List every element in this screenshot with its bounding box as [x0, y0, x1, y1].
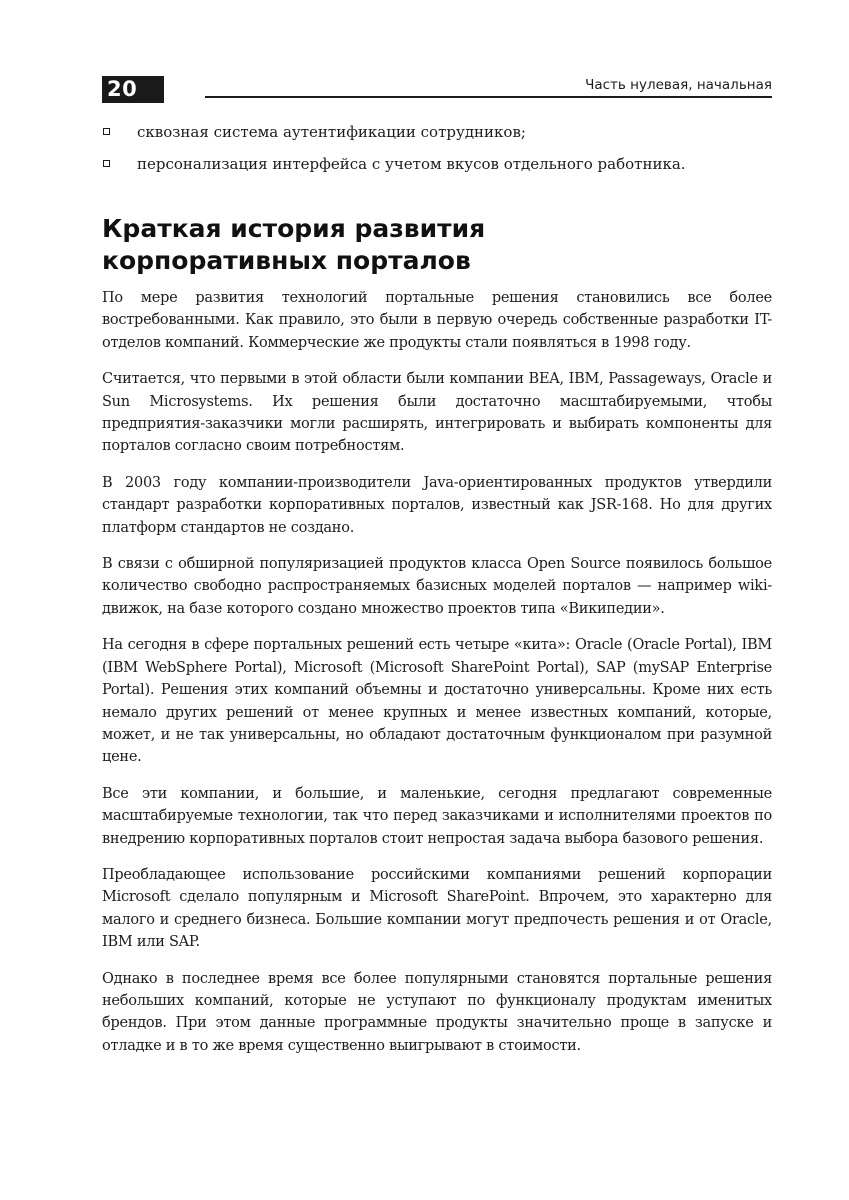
paragraph: Все эти компании, и большие, и маленькие, сегодня предлагают современные масштабируемые технологии, так что перед заказчиками и исполнителями проектов по внедрению корпоративных порталов стоит непростая задача выбора базового решения.	[102, 785, 772, 847]
list-item-text: сквозная система аутентификации сотрудников;	[137, 123, 526, 141]
paragraph: На сегодня в сфере портальных решений есть четыре «кита»: Oracle (Oracle Portal), IBM (IBM WebSphere Portal), Microsoft (Microsoft SharePoint Portal), SAP (mySAP Enterprise Portal). Решения этих компаний объемны и достаточно универсальны. Кроме них есть немало других решений от менее крупных и менее известных компаний, которые, может, и не так универсальны, но обладают достаточным функционалом при разумной цене.	[102, 637, 772, 766]
body-text	[102, 287, 772, 1071]
square-bullet-icon	[103, 128, 110, 135]
paragraph: В связи с обширной популяризацией продуктов класса Open Source появилось большое количество свободно распространяемых базисных моделей порталов — например wiki-движок, на базе которого создано множество проектов типа «Википедии».	[102, 556, 772, 617]
section-title-line-1: Краткая история развития	[102, 214, 486, 243]
bullet-list	[102, 122, 772, 186]
paragraph: Однако в последнее время все более популярными становятся портальные решения небольших компаний, которые не уступают по функционалу продуктам именитых брендов. При этом данные программные продукты значительно проще в запуске и отладке и в то же время существенно выигрывают в стоимости.	[102, 970, 772, 1054]
square-bullet-icon	[103, 160, 110, 167]
section-title	[102, 213, 772, 277]
paragraph: Считается, что первыми в этой области были компании BEA, IBM, Passageways, Oracle и Sun Microsystems. Их решения были достаточно масштабируемыми, чтобы предприятия-заказчики могли расширять, интегрировать и выбирать компоненты для порталов согласно своим потребностям.	[102, 371, 772, 455]
section-title-line-2: корпоративных порталов	[102, 246, 471, 275]
running-title: Часть нулевая, начальная	[585, 77, 772, 93]
paragraph: В 2003 году компании-производители Java-ориентированных продуктов утвердили стандарт разработки корпоративных порталов, известный как JSR-168. Но для других платформ стандартов не создано.	[102, 474, 772, 536]
list-item	[102, 154, 772, 186]
list-item	[102, 122, 772, 154]
list-item-text: персонализация интерфейса с учетом вкусов отдельного работника.	[137, 155, 686, 173]
page-header	[102, 76, 772, 106]
paragraph: По мере развития технологий портальные решения становились все более востребованными. Как правило, это были в первую очередь собственные разработки IT-отделов компаний. Коммерческие же продукты стали появляться в 1998 году.	[102, 290, 772, 351]
paragraph: Преобладающее использование российскими компаниями решений корпорации Microsoft сделало популярным и Microsoft SharePoint. Впрочем, это характерно для малого и среднего бизнеса. Большие компании могут предпочесть решения и от Oracle, IBM или SAP.	[102, 866, 772, 951]
header-rule	[205, 96, 772, 98]
page-number: 20	[102, 76, 164, 103]
